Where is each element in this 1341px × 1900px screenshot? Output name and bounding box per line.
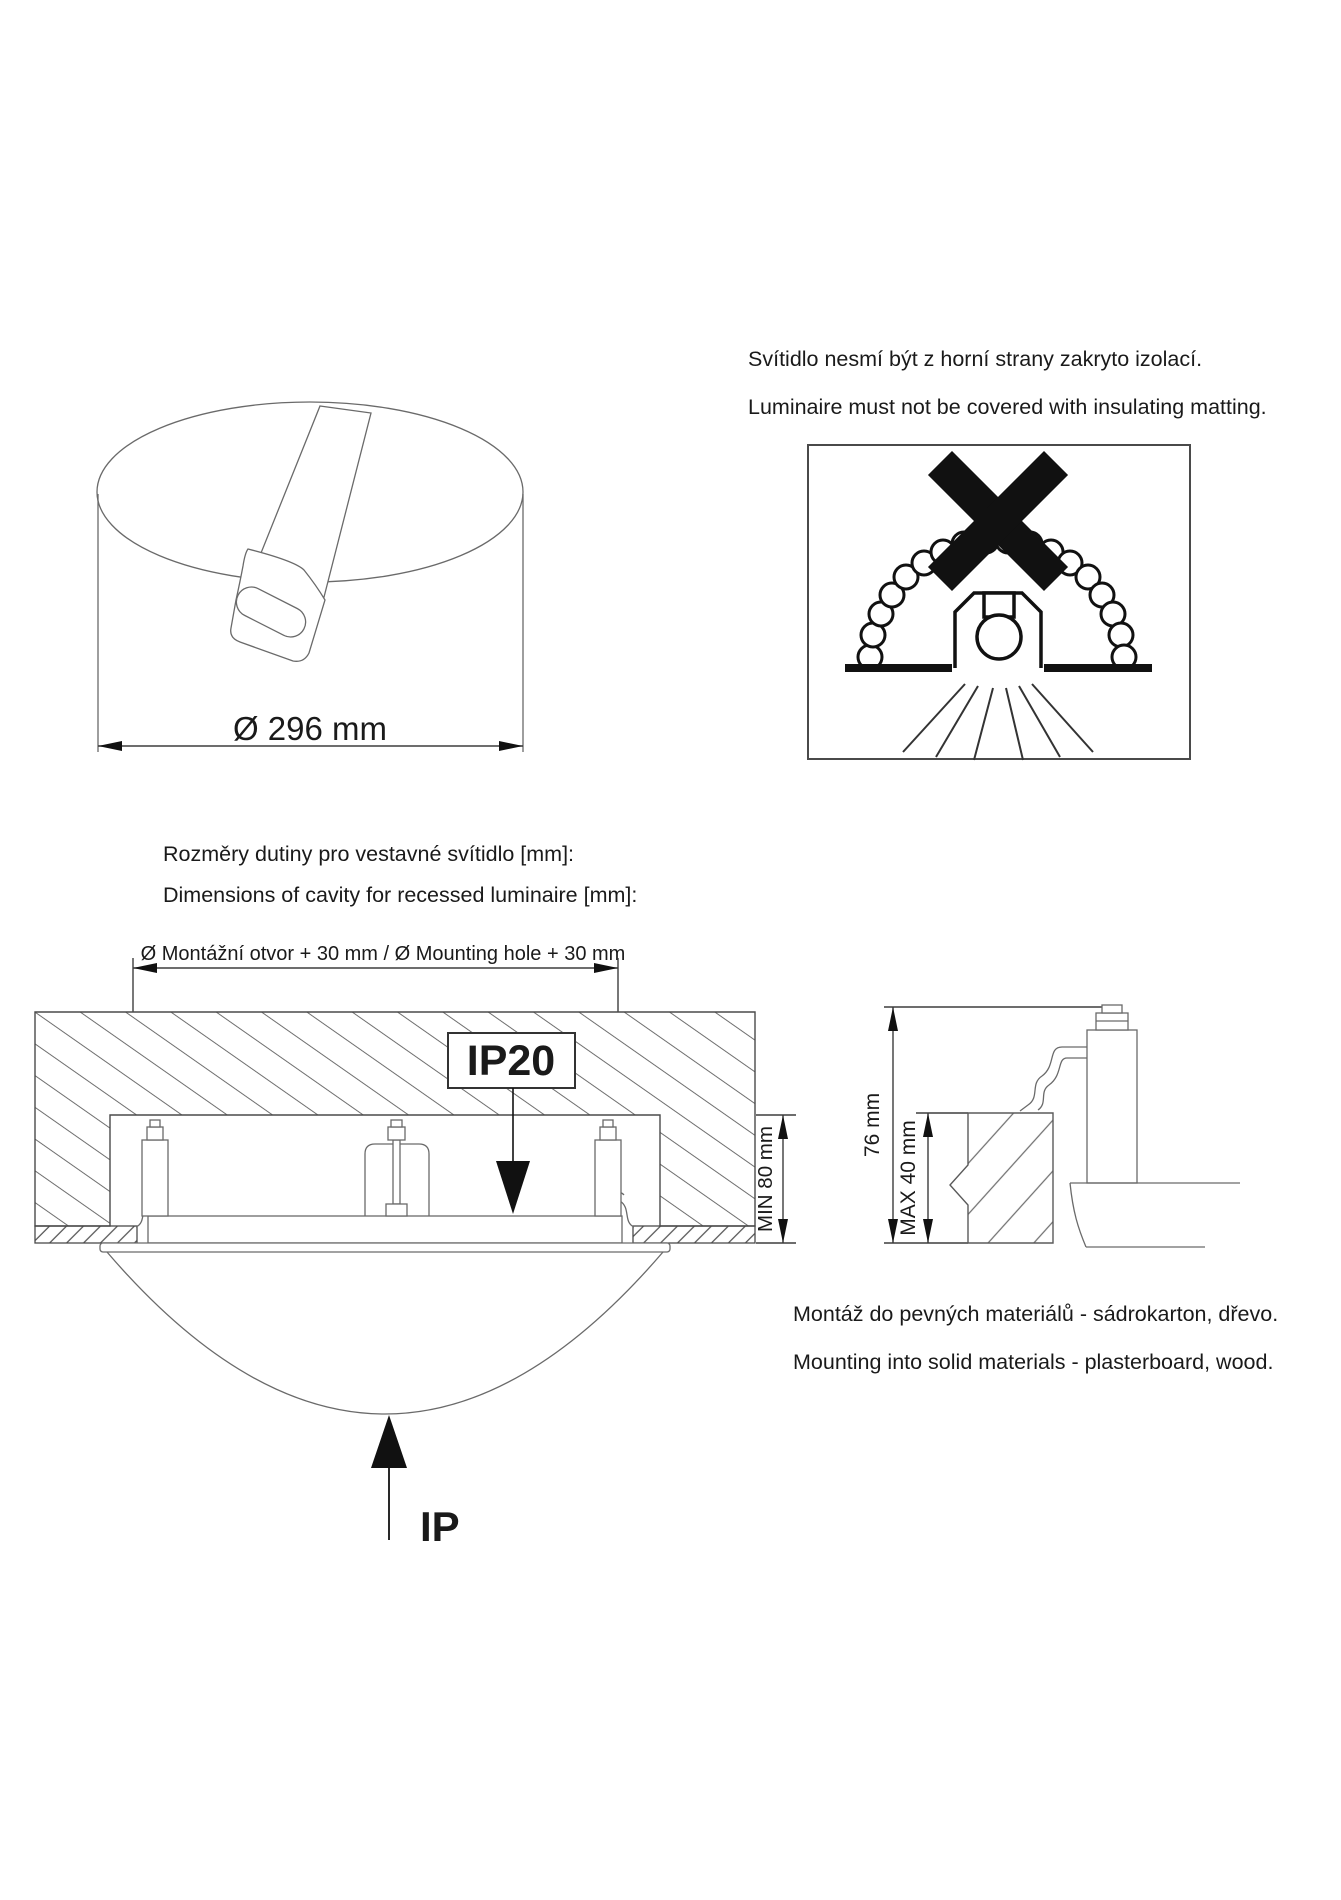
mounting-note-en: Mounting into solid materials - plasterboard, wood. xyxy=(793,1350,1274,1374)
plasterboard-right xyxy=(633,1226,755,1243)
no-insulation-cover-icon xyxy=(808,445,1190,760)
ip20-label: IP20 xyxy=(466,1037,556,1085)
warning-text-cs: Svítidlo nesmí být z horní strany zakryto izolací. xyxy=(748,347,1203,371)
insulation-warning-block xyxy=(748,347,1267,760)
detail-height-label: 76 mm xyxy=(861,1092,884,1158)
luminaire-base-plate xyxy=(148,1216,622,1243)
cavity-heading-cs: Rozměry dutiny pro vestavné svítidlo [mm]: xyxy=(163,842,575,866)
diameter-label: Ø 296 mm xyxy=(232,710,388,747)
lamp-symbol xyxy=(955,593,1041,668)
plasterboard-left xyxy=(35,1226,137,1243)
detail-terminal-post xyxy=(1087,1005,1137,1183)
warning-text-en: Luminaire must not be covered with insulating matting. xyxy=(748,395,1267,419)
cavity-heading-en: Dimensions of cavity for recessed luminaire [mm]: xyxy=(163,883,638,907)
mounting-hole-label: Ø Montážní otvor + 30 mm / Ø Mounting hole + 30 mm xyxy=(140,943,626,965)
max-thickness-label: MAX 40 mm xyxy=(897,1120,920,1236)
trim-ring xyxy=(100,1243,670,1252)
min-depth-label: MIN 80 mm xyxy=(754,1126,777,1232)
ip-label: IP xyxy=(420,1503,460,1550)
mounting-note-cs: Montáž do pevných materiálů - sádrokarton, dřevo. xyxy=(793,1302,1279,1326)
